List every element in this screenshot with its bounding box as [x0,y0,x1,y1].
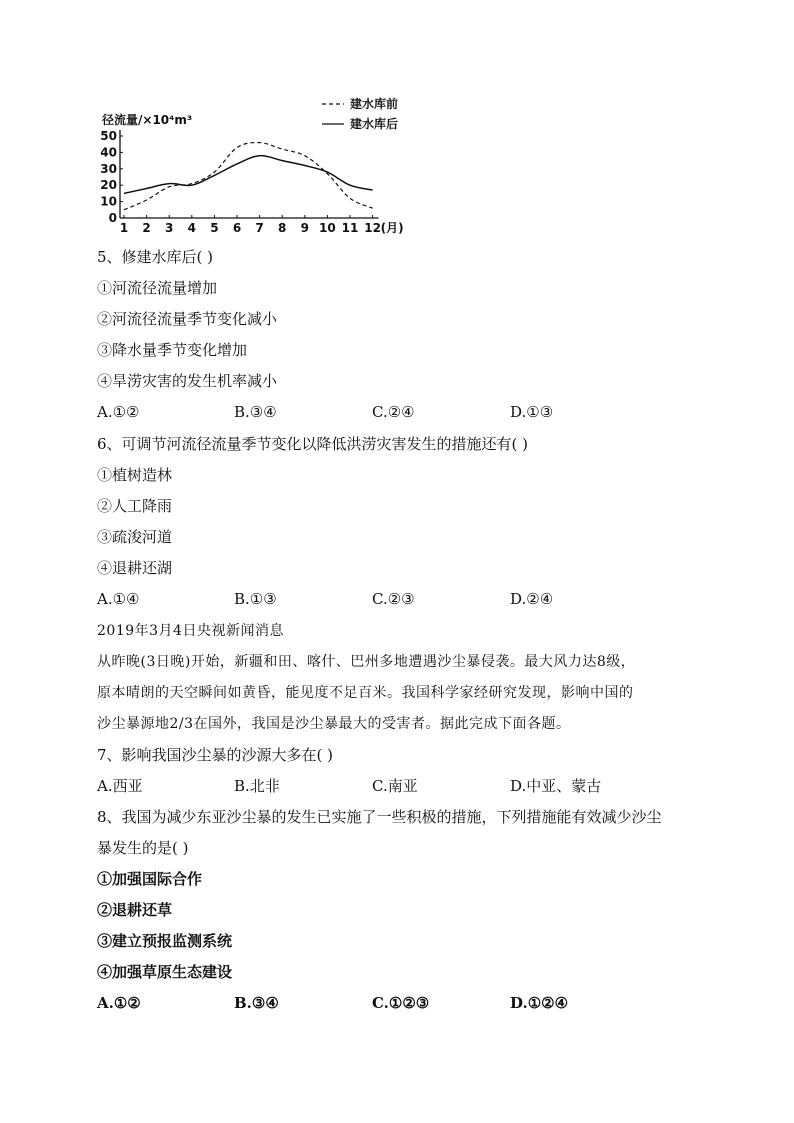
q7-option-d: D.中亚、蒙古 [510,777,602,795]
y-tick-label: 50 [100,129,117,143]
q8-option-a: A.①② [97,994,141,1012]
q5-option-d: D.①③ [510,403,554,421]
x-tick-label: 1 [119,221,129,235]
runoff-chart-svg [96,96,426,238]
runoff-chart [96,96,426,238]
q5-option-a: A.①② [97,403,140,421]
q8-stem-line-2: 暴发生的是( ) [97,839,189,857]
x-tick-label: 7 [255,221,264,235]
q7-option-c: C.南亚 [372,777,418,795]
y-tick-label: 40 [100,145,117,160]
q6-option-c: C.②③ [372,590,415,608]
x-tick-label: 3 [165,221,174,235]
q6-stem: 6、可调节河流径流量季节变化以降低洪涝灾害发生的措施还有( ) [97,435,529,453]
q8-item-1: ①加强国际合作 [97,870,203,888]
x-tick-label: 8 [278,221,287,235]
q8-item-4: ④加强草原生态建设 [97,963,233,981]
q6-item-2: ②人工降雨 [97,497,173,515]
q6-item-4: ④退耕还湖 [97,559,173,577]
news-line-3: 沙尘暴源地2/3在国外，我国是沙尘暴最大的受害者。据此完成下面各题。 [97,716,571,732]
x-tick-label: 10 [319,221,336,235]
q8-option-c: C.①②③ [372,994,430,1012]
q8-option-d: D.①②④ [510,994,569,1012]
q6-item-1: ①植树造林 [97,466,173,484]
x-tick-label: 5 [210,221,219,235]
legend-label: 建水库后 [350,117,399,131]
q5-option-c: C.②④ [372,403,415,421]
q5-stem: 5、修建水库后( ) [97,248,214,266]
x-tick-label: 9 [300,221,309,235]
y-tick-label: 20 [100,178,117,193]
series-line-after-reservoir [124,156,373,194]
news-line-1: 从昨晚(3日晚)开始，新疆和田、喀什、巴州多地遭遇沙尘暴侵袭。最大风力达8级， [97,654,636,670]
q6-option-a: A.①④ [97,590,140,608]
news-line-2: 原本晴朗的天空瞬间如黄昏，能见度不足百米。我国科学家经研究发现，影响中国的 [97,685,634,701]
q5-option-b: B.③④ [234,403,277,421]
q8-item-2: ②退耕还草 [97,901,173,919]
x-tick-label: 11 [341,221,359,235]
x-tick-label: 6 [232,221,242,235]
news-date-line: 2019年3月4日央视新闻消息 [97,623,284,639]
y-axis-label: 径流量/×10⁴m³ [102,113,193,127]
y-tick-label: 30 [100,161,117,176]
q6-option-b: B.①③ [234,590,277,608]
q5-item-4: ④旱涝灾害的发生机率减小 [97,372,278,390]
x-tick-label: 12 [364,221,381,235]
y-tick-label: 10 [100,194,117,209]
y-tick-label: 0 [108,211,117,225]
q5-item-2: ②河流径流量季节变化减小 [97,310,278,328]
q6-item-3: ③疏浚河道 [97,528,173,546]
legend-label: 建水库前 [350,97,399,111]
q7-stem: 7、影响我国沙尘暴的沙源大多在( ) [97,746,334,764]
x-tick-label: 2 [142,221,151,235]
x-axis-label: (月) [380,221,404,235]
q5-item-3: ③降水量季节变化增加 [97,341,248,359]
q6-option-d: D.②④ [510,590,554,608]
q8-option-b: B.③④ [234,994,279,1012]
q7-option-b: B.北非 [234,777,280,795]
q8-item-3: ③建立预报监测系统 [97,932,233,950]
x-tick-label: 4 [187,221,196,235]
q5-item-1: ①河流径流量增加 [97,279,218,297]
q7-option-a: A.西亚 [97,777,143,795]
q8-stem-line-1: 8、我国为减少东亚沙尘暴的发生已实施了一些积极的措施，下列措施能有效减少沙尘 [97,808,662,826]
